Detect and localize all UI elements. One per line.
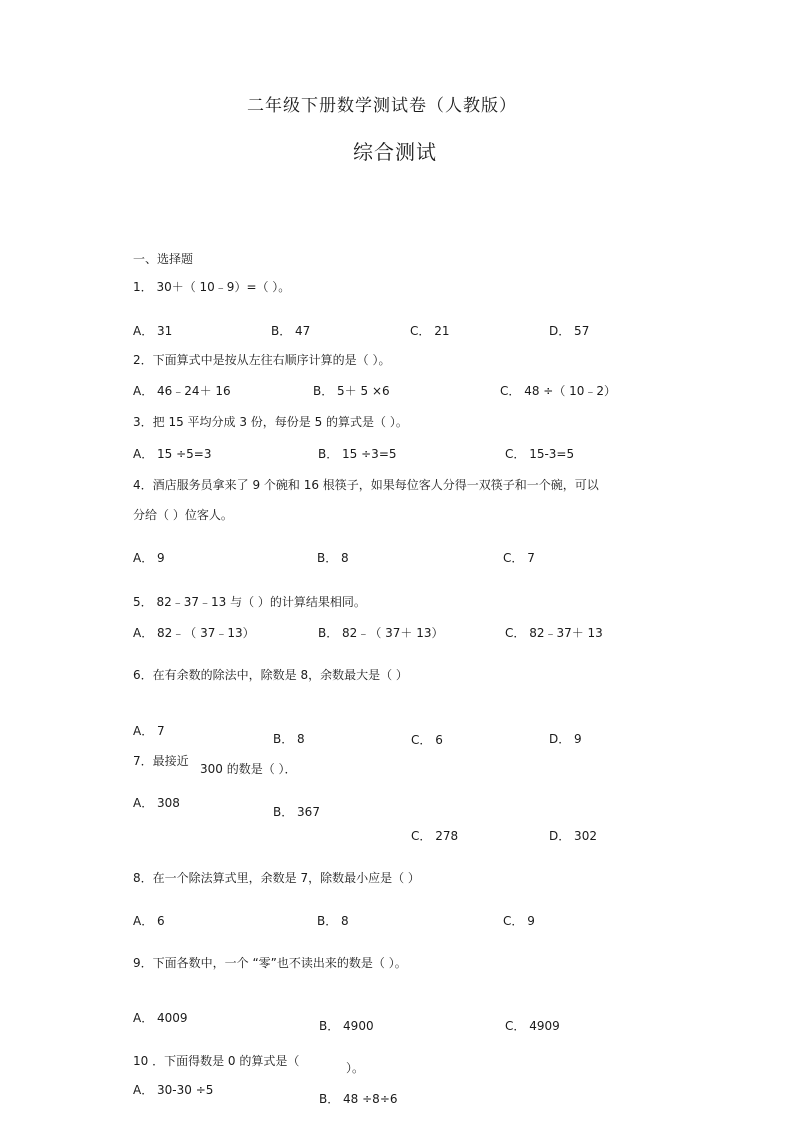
question-2-option-c: C． 48 ÷（ 10﹣2） (500, 384, 617, 398)
question-9-stem: 9．下面各数中，一个 “零”也不读出来的数是（ ）。 (133, 956, 407, 970)
question-8-option-b: B． 8 (317, 914, 349, 928)
question-6-option-d: D． 9 (549, 732, 582, 746)
question-2-option-a: A． 46﹣24＋ 16 (133, 384, 231, 398)
question-4-stem: 4．酒店服务员拿来了 9 个碗和 16 根筷子，如果每位客人分得一双筷子和一个碗，可以 (133, 478, 599, 492)
question-7-option-d: D． 302 (549, 829, 597, 843)
question-3-option-a: A． 15 ÷5=3 (133, 447, 212, 461)
question-9-option-c: C． 4909 (505, 1019, 560, 1033)
question-5-option-c: C． 82﹣37＋ 13 (505, 626, 603, 640)
question-4-option-c: C． 7 (503, 551, 535, 565)
question-7-stem: 7．最接近 (133, 754, 189, 768)
question-1-stem: 1． 30＋（ 10﹣9）=（ ）。 (133, 280, 291, 294)
question-5-stem: 5． 82﹣37﹣13 与（ ）的计算结果相同。 (133, 595, 366, 609)
question-7-stem-part-2: 300 的数是（ ）． (200, 762, 297, 776)
question-6-option-b: B． 8 (273, 732, 305, 746)
question-2-option-b: B． 5＋ 5 ×6 (313, 384, 390, 398)
question-3-stem: 3．把 15 平均分成 3 份，每份是 5 的算式是（ ）。 (133, 415, 408, 429)
question-6-option-a: A． 7 (133, 724, 165, 738)
question-9-option-b: B． 4900 (319, 1019, 374, 1033)
question-7-option-c: C． 278 (411, 829, 459, 843)
question-2-stem: 2．下面算式中是按从左往右顺序计算的是（ ）。 (133, 353, 391, 367)
question-8-stem: 8．在一个除法算式里，余数是 7，除数最小应是（ ） (133, 871, 420, 885)
question-1-option-d: D． 57 (549, 324, 590, 338)
page-subtitle: 综合测试 (353, 140, 437, 164)
question-10-stem: 10 ．下面得数是 0 的算式是（ (133, 1054, 300, 1068)
question-8-option-a: A． 6 (133, 914, 165, 928)
question-4-option-b: B． 8 (317, 551, 349, 565)
question-6-stem: 6．在有余数的除法中，除数是 8，余数最大是（ ） (133, 668, 408, 682)
question-5-option-a: A． 82﹣（ 37﹣13） (133, 626, 255, 640)
question-4-stem-line-2: 分给（ ）位客人。 (133, 508, 233, 522)
question-10-option-a: A． 30-30 ÷5 (133, 1083, 214, 1097)
question-9-option-a: A． 4009 (133, 1011, 188, 1025)
question-8-option-c: C． 9 (503, 914, 535, 928)
question-5-option-b: B． 82﹣（ 37＋ 13） (318, 626, 444, 640)
question-1-option-b: B． 47 (271, 324, 311, 338)
page-title: 二年级下册数学测试卷（人教版） (247, 96, 517, 116)
section-heading: 一、选择题 (133, 252, 194, 266)
question-3-option-b: B． 15 ÷3=5 (318, 447, 397, 461)
question-3-option-c: C． 15-3=5 (505, 447, 575, 461)
question-7-option-b: B． 367 (273, 805, 320, 819)
question-10-stem-part-2: ）。 (346, 1061, 365, 1075)
question-1-option-c: C． 21 (410, 324, 450, 338)
question-6-option-c: C． 6 (411, 733, 443, 747)
question-10-option-b: B． 48 ÷8÷6 (319, 1092, 398, 1106)
question-1-option-a: A． 31 (133, 324, 173, 338)
question-4-option-a: A． 9 (133, 551, 165, 565)
question-7-option-a: A． 308 (133, 796, 180, 810)
